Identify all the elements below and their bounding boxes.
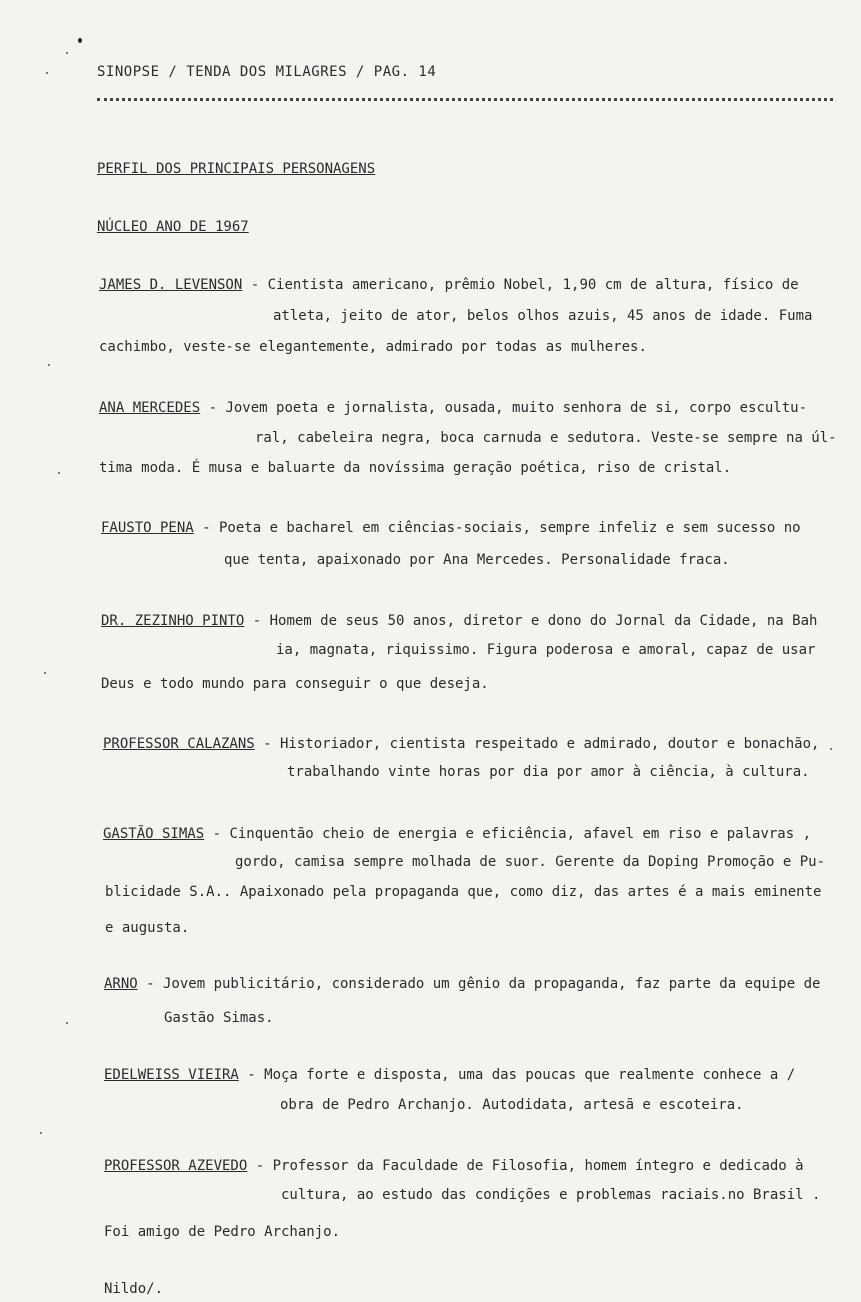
character-name: FAUSTO PENA (101, 520, 194, 536)
scan-speck (58, 472, 60, 474)
character-description: cultura, ao estudo das condições e problemas raciais.no Brasil . (281, 1187, 821, 1203)
character-description: Deus e todo mundo para conseguir o que deseja. (101, 676, 489, 692)
character-name: PROFESSOR AZEVEDO (104, 1158, 248, 1174)
scan-speck (46, 72, 48, 74)
character-description: que tenta, apaixonado por Ana Mercedes. Personalidade fraca. (224, 552, 730, 568)
scan-speck (44, 672, 46, 674)
subsection-title: NÚCLEO ANO DE 1967 (97, 219, 249, 235)
dotted-separator (97, 98, 833, 101)
character-description: trabalhando vinte horas por dia por amor à ciência, à cultura. (287, 764, 810, 780)
character-description: tima moda. É musa e baluarte da novíssima geração poética, riso de cristal. (99, 460, 732, 476)
scan-speck (66, 52, 68, 54)
scan-speck (830, 748, 832, 750)
character-name: DR. ZEZINHO PINTO (101, 613, 245, 629)
scan-speck (66, 1022, 68, 1024)
character-description: - Cinquentão cheio de energia e eficiência, afavel em riso e palavras , (204, 826, 812, 842)
character-description: - Cientista americano, prêmio Nobel, 1,90 cm de altura, físico de (242, 277, 799, 293)
character-name: EDELWEISS VIEIRA (104, 1067, 239, 1083)
character-description: obra de Pedro Archanjo. Autodidata, artesã e escoteira. (280, 1097, 744, 1113)
character-description: cachimbo, veste-se elegantemente, admirado por todas as mulheres. (99, 339, 647, 355)
character-name: ARNO (104, 976, 138, 992)
section-title: PERFIL DOS PRINCIPAIS PERSONAGENS (97, 161, 376, 177)
character-description: Foi amigo de Pedro Archanjo. (104, 1224, 341, 1240)
character-description: ia, magnata, riquissimo. Figura poderosa e amoral, capaz de usar (276, 642, 816, 658)
scan-speck (48, 364, 50, 366)
character-description: - Moça forte e disposta, uma das poucas que realmente conhece a / (238, 1067, 796, 1083)
character-description: ral, cabeleira negra, boca carnuda e sedutora. Veste-se sempre na úl- (255, 430, 837, 446)
character-name: GASTÃO SIMAS (103, 826, 205, 842)
character-description: Gastão Simas. (164, 1010, 274, 1026)
character-description: - Poeta e bacharel em ciências-sociais, sempre infeliz e sem sucesso no (193, 520, 801, 536)
character-name: JAMES D. LEVENSON (99, 277, 243, 293)
scan-speck (40, 1132, 42, 1134)
character-name: ANA MERCEDES (99, 400, 201, 416)
page-header: SINOPSE / TENDA DOS MILAGRES / PAG. 14 (97, 64, 437, 80)
character-description: - Professor da Faculdade de Filosofia, homem íntegro e dedicado à (247, 1158, 804, 1174)
character-name: PROFESSOR CALAZANS (103, 736, 255, 752)
character-description: gordo, camisa sempre molhada de suor. Gerente da Doping Promoção e Pu- (235, 854, 826, 870)
character-description: atleta, jeito de ator, belos olhos azuis, 45 anos de idade. Fuma (273, 308, 813, 324)
character-description: - Jovem publicitário, considerado um gênio da propaganda, faz parte da equipe de (137, 976, 821, 992)
character-description: blicidade S.A.. Apaixonado pela propaganda que, como diz, das artes é a mais eminente (105, 884, 822, 900)
scan-speck (78, 38, 82, 43)
character-description: - Historiador, cientista respeitado e admirado, doutor e bonachão, (254, 736, 820, 752)
character-description: - Jovem poeta e jornalista, ousada, muito senhora de si, corpo escultu- (200, 400, 808, 416)
signature: Nildo/. (104, 1281, 164, 1297)
character-description: - Homem de seus 50 anos, diretor e dono do Jornal da Cidade, na Bah (244, 613, 818, 629)
character-description: e augusta. (105, 920, 190, 936)
